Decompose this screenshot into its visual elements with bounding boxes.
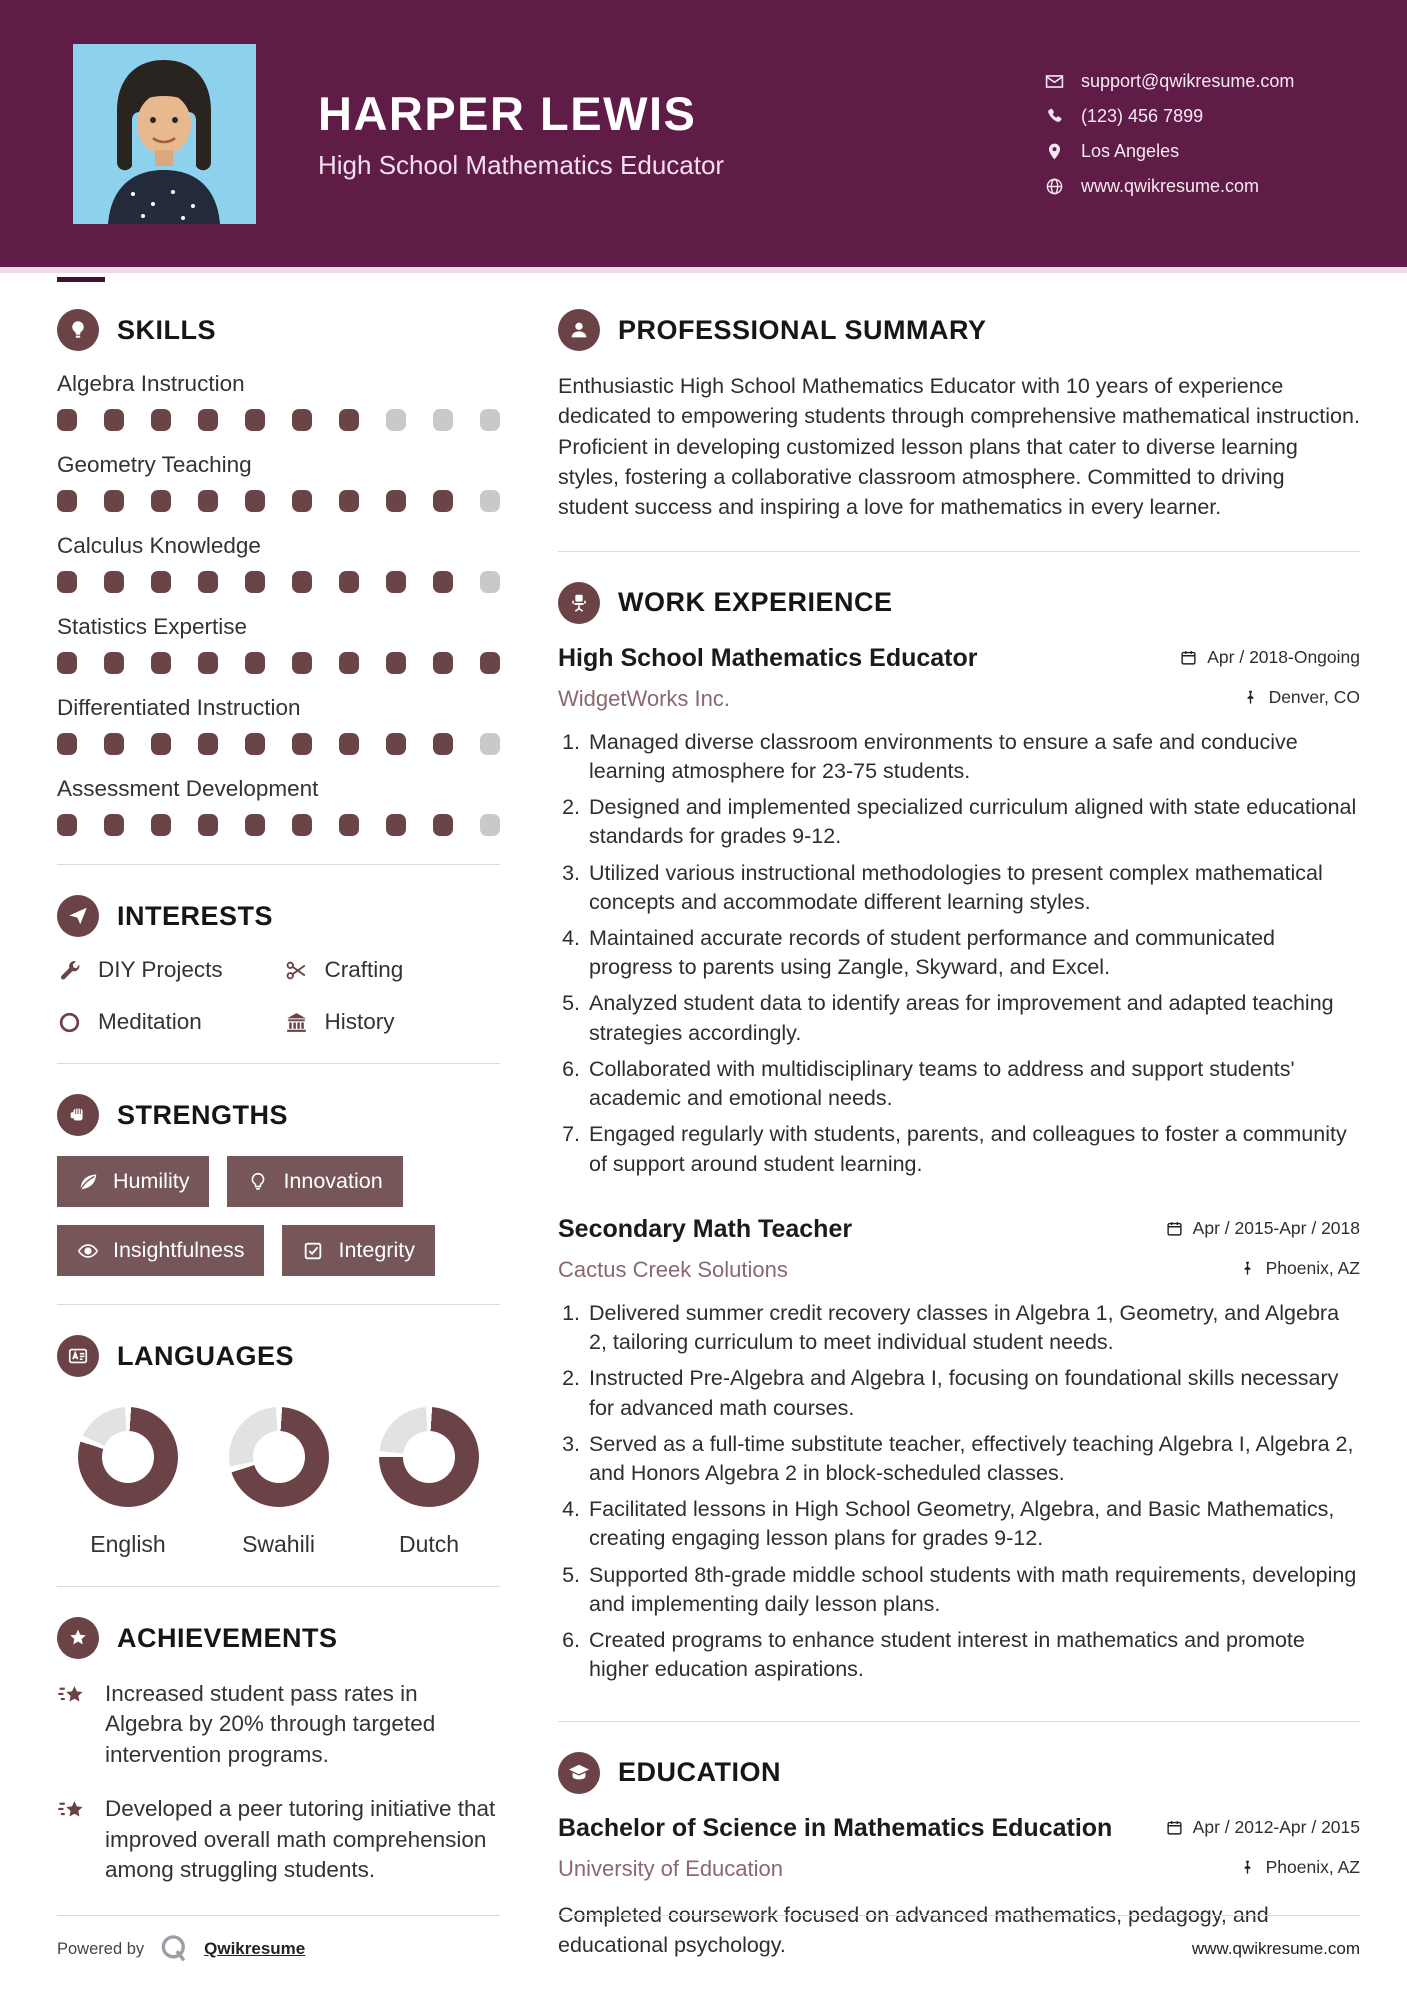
rating-dot-filled (57, 409, 77, 431)
skill-label: Assessment Development (57, 776, 319, 801)
strength-label: Integrity (338, 1238, 415, 1262)
eye-icon (77, 1240, 99, 1262)
experience-bullet: 1. Managed diverse classroom environments to ensure a safe and conducive learning atmosphere for 23-75 students. (586, 728, 1360, 786)
sidebar (57, 309, 500, 1990)
skill-label: Statistics Expertise (57, 614, 248, 639)
bulb-icon (247, 1171, 269, 1193)
envelope-icon (1045, 72, 1064, 91)
rating-dot-filled (245, 409, 265, 431)
qwikresume-logo-icon (157, 1932, 191, 1966)
education-dates: Apr / 2012-Apr / 2015 (1166, 1817, 1360, 1838)
interests-header (57, 895, 500, 937)
skill-label: Geometry Teaching (57, 452, 252, 477)
interest-item (57, 1009, 274, 1035)
degree-name: Bachelor of Science in Mathematics Education (558, 1813, 1113, 1842)
rating-dot-filled (198, 490, 218, 512)
leaf-icon (77, 1171, 99, 1193)
rating-dot-filled (386, 571, 406, 593)
strength-label: Insightfulness (113, 1238, 245, 1262)
strength-tag (227, 1156, 402, 1207)
calendar-icon (1166, 1220, 1183, 1237)
interest-item (57, 957, 274, 983)
education-description: Completed coursework focused on advanced mathematics, pedagogy, and educational psychology. (558, 1902, 1269, 1957)
contact-item (1045, 141, 1360, 162)
rating-dot-filled (339, 490, 359, 512)
skill-item (57, 533, 500, 593)
education-location: Phoenix, AZ (1239, 1857, 1360, 1878)
calendar-icon (1180, 649, 1197, 666)
translate-icon (57, 1335, 99, 1377)
interest-label: History (324, 1009, 395, 1034)
achievements-section (57, 1617, 500, 1885)
languages-section (57, 1335, 500, 1558)
footer-dividers (57, 1915, 1360, 1916)
skill-rating (57, 652, 500, 674)
skill-label: Algebra Instruction (57, 371, 245, 396)
rating-dot-filled (386, 652, 406, 674)
experience-bullet: 1. Delivered summer credit recovery classes in Algebra 1, Geometry, and Algebra 2, tailoring curriculum to meet individual student needs. (586, 1299, 1360, 1357)
summary-section (558, 309, 1360, 523)
rating-dot-empty (480, 814, 500, 836)
job-bullets (558, 728, 1360, 1179)
rating-dot-filled (151, 490, 171, 512)
interest-label: Meditation (98, 1009, 202, 1034)
rating-dot-filled (386, 814, 406, 836)
rating-dot-filled (245, 733, 265, 755)
interest-item (284, 1009, 501, 1035)
skill-rating (57, 490, 500, 512)
job-dates: Apr / 2015-Apr / 2018 (1166, 1218, 1360, 1239)
interest-label: DIY Projects (98, 957, 223, 982)
profile-photo-illustration (73, 44, 256, 224)
rating-dot-filled (57, 814, 77, 836)
strength-label: Humility (113, 1169, 190, 1193)
rating-dot-filled (245, 490, 265, 512)
experience-bullet: 7. Engaged regularly with students, parents, and colleagues to foster a community of support around student learning. (586, 1120, 1360, 1178)
experience-bullet: 3. Served as a full-time substitute teacher, effectively teaching Algebra I, Algebra 2, and Honors Algebra 2 in block-scheduled classes. (586, 1430, 1360, 1488)
rating-dot-filled (198, 733, 218, 755)
rating-dot-filled (151, 814, 171, 836)
powered-by (57, 1932, 305, 1966)
skills-list (57, 371, 500, 836)
rating-dot-filled (151, 652, 171, 674)
rating-dot-empty (386, 409, 406, 431)
education-header (558, 1752, 1360, 1794)
rating-dot-filled (386, 733, 406, 755)
languages-header (57, 1335, 500, 1377)
school-name: University of Education (558, 1855, 783, 1881)
rating-dot-filled (339, 733, 359, 755)
rating-dot-filled (104, 409, 124, 431)
skill-item (57, 776, 500, 836)
interests-list (57, 957, 500, 1035)
qwikresume-link[interactable]: Qwikresume (204, 1939, 306, 1958)
resume-body (0, 273, 1407, 1990)
rating-dot-filled (57, 571, 77, 593)
experience-bullet: 2. Designed and implemented specialized curriculum aligned with state educational standards for grades 9-12. (586, 793, 1360, 851)
interests-section (57, 895, 500, 1035)
divider (558, 551, 1360, 552)
scissors-icon (284, 958, 309, 983)
experience-bullet: 2. Instructed Pre-Algebra and Algebra I, focusing on foundational skills necessary for advanced math courses. (586, 1364, 1360, 1422)
shooting-star-icon (57, 1794, 88, 1885)
contact-text: Los Angeles (1081, 140, 1180, 161)
rating-dot-empty (433, 409, 453, 431)
experience-bullet: 6. Collaborated with multidisciplinary teams to address and support students' academic and emotional needs. (586, 1055, 1360, 1113)
pushpin-icon (1242, 689, 1259, 706)
pushpin-icon (1239, 1260, 1256, 1277)
job-entry (558, 1215, 1360, 1685)
contact-text: www.qwikresume.com (1081, 175, 1260, 196)
office-chair-icon (558, 582, 600, 624)
rating-dot-filled (433, 571, 453, 593)
rating-dot-filled (339, 814, 359, 836)
achievement-text: Increased student pass rates in Algebra by 20% through targeted intervention programs. (105, 1681, 436, 1767)
experience-bullet: 3. Utilized various instructional methodologies to present complex mathematical concepts and accommodate different learning styles. (586, 859, 1360, 917)
footer-website: www.qwikresume.com (1191, 1939, 1360, 1958)
rating-dot-filled (151, 409, 171, 431)
job-location: Denver, CO (1242, 687, 1360, 708)
rating-dot-filled (339, 652, 359, 674)
pushpin-icon (1239, 1859, 1256, 1876)
skills-title: SKILLS (117, 314, 217, 345)
header (0, 0, 1407, 273)
lightbulb-icon (57, 309, 99, 351)
summary-title: PROFESSIONAL SUMMARY (618, 314, 987, 345)
language-label: Swahili (242, 1531, 315, 1557)
profile-photo (73, 44, 256, 224)
strength-tag (57, 1225, 264, 1276)
rating-dot-filled (292, 490, 312, 512)
contact-item (1045, 106, 1360, 127)
job-entry (558, 644, 1360, 1179)
rating-dot-filled (339, 409, 359, 431)
language-label: English (90, 1531, 166, 1557)
person-title: High School Mathematics Educator (318, 150, 725, 180)
rating-dot-filled (57, 652, 77, 674)
rating-dot-filled (198, 652, 218, 674)
skill-item (57, 695, 500, 755)
divider (57, 1063, 500, 1064)
job-role: Secondary Math Teacher (558, 1214, 853, 1243)
rating-dot-filled (245, 652, 265, 674)
rating-dot-filled (104, 571, 124, 593)
person-name: HARPER LEWIS (318, 87, 697, 140)
divider (57, 864, 500, 865)
job-bullets (558, 1299, 1360, 1685)
language-item (65, 1407, 191, 1558)
achievement-item (57, 1794, 500, 1885)
shooting-star-icon (57, 1679, 88, 1770)
interest-label: Crafting (324, 957, 404, 982)
graduation-cap-icon (558, 1752, 600, 1794)
rating-dot-filled (57, 490, 77, 512)
divider (57, 1586, 500, 1587)
rating-dot-filled (433, 733, 453, 755)
education-section (558, 1752, 1360, 1960)
rating-dot-filled (245, 571, 265, 593)
strength-label: Innovation (283, 1169, 383, 1193)
rating-dot-filled (245, 814, 265, 836)
strengths-section (57, 1094, 500, 1276)
rating-dot-filled (104, 490, 124, 512)
experience-section (558, 582, 1360, 1685)
achievements-header (57, 1617, 500, 1659)
circle-icon (57, 1010, 82, 1035)
experience-header (558, 582, 1360, 624)
phone-icon (1045, 107, 1064, 126)
rating-dot-filled (57, 733, 77, 755)
job-location: Phoenix, AZ (1239, 1258, 1360, 1279)
skill-rating (57, 409, 500, 431)
location-pin-icon (1045, 142, 1064, 161)
skills-section (57, 309, 500, 836)
strength-tag (282, 1225, 434, 1276)
divider (558, 1721, 1360, 1722)
rating-dot-filled (292, 571, 312, 593)
rating-dot-empty (480, 733, 500, 755)
contact-text: support@qwikresume.com (1081, 70, 1295, 91)
rating-dot-filled (292, 409, 312, 431)
job-dates: Apr / 2018-Ongoing (1180, 647, 1360, 668)
skill-rating (57, 571, 500, 593)
paper-plane-icon (57, 895, 99, 937)
rating-dot-empty (480, 571, 500, 593)
skill-item (57, 371, 500, 431)
rating-dot-filled (339, 571, 359, 593)
achievements-title: ACHIEVEMENTS (117, 1622, 338, 1653)
experience-bullet: 4. Facilitated lessons in High School Geometry, Algebra, and Basic Mathematics, creating engaging lesson plans for grades 9-12. (586, 1495, 1360, 1553)
job-role: High School Mathematics Educator (558, 643, 978, 672)
contact-list (1045, 57, 1360, 211)
rating-dot-filled (104, 733, 124, 755)
achievement-text: Developed a peer tutoring initiative that improved overall math comprehension among struggling students. (105, 1796, 496, 1882)
powered-by-label: Powered by (57, 1939, 145, 1958)
summary-header (558, 309, 1360, 351)
interests-title: INTERESTS (117, 900, 274, 931)
globe-icon (1045, 177, 1064, 196)
language-item (366, 1407, 492, 1558)
accent-dash (57, 277, 105, 282)
strengths-header (57, 1094, 500, 1136)
checkbox-icon (302, 1240, 324, 1262)
rating-dot-filled (104, 814, 124, 836)
interest-item (284, 957, 501, 983)
rating-dot-filled (104, 652, 124, 674)
language-donut-chart (379, 1407, 479, 1507)
languages-list (57, 1397, 500, 1558)
person-icon (558, 309, 600, 351)
rating-dot-filled (198, 571, 218, 593)
contact-item (1045, 71, 1360, 92)
rating-dot-empty (480, 490, 500, 512)
skill-rating (57, 814, 500, 836)
strengths-title: STRENGTHS (117, 1099, 289, 1130)
rating-dot-filled (433, 490, 453, 512)
skills-header (57, 309, 500, 351)
calendar-icon (1166, 1819, 1183, 1836)
rating-dot-filled (292, 733, 312, 755)
divider (57, 1304, 500, 1305)
language-donut-chart (229, 1407, 329, 1507)
skill-item (57, 452, 500, 512)
strength-tag (57, 1156, 209, 1207)
rating-dot-filled (198, 814, 218, 836)
wrench-icon (57, 958, 82, 983)
rating-dot-filled (480, 652, 500, 674)
skill-label: Calculus Knowledge (57, 533, 261, 558)
achievement-item (57, 1679, 500, 1770)
museum-icon (284, 1010, 309, 1035)
skill-item (57, 614, 500, 674)
summary-text: Enthusiastic High School Mathematics Educator with 10 years of experience dedicated to empowering students through comprehensive mathematical instruction. Proficient in developing customized lesson plans that cater to diverse learning styles, fostering a collaborative classroom atmosphere. Committed to driving student success and inspiring a love for mathematics in every learner. (558, 374, 1360, 520)
experience-title: WORK EXPERIENCE (618, 587, 893, 618)
experience-bullet: 6. Created programs to enhance student interest in mathematics and promote higher education aspirations. (586, 1626, 1360, 1684)
experience-bullet: 4. Maintained accurate records of student performance and communicated progress to parents using Zangle, Skyward, and Excel. (586, 924, 1360, 982)
rating-dot-filled (386, 490, 406, 512)
identity-block (318, 86, 1045, 181)
language-label: Dutch (398, 1531, 460, 1557)
experience-bullet: 5. Analyzed student data to identify areas for improvement and adapted teaching strategies accordingly. (586, 989, 1360, 1047)
jobs-list (558, 644, 1360, 1685)
rating-dot-filled (433, 652, 453, 674)
language-donut-chart (78, 1407, 178, 1507)
rating-dot-filled (292, 652, 312, 674)
rating-dot-empty (480, 409, 500, 431)
skill-rating (57, 733, 500, 755)
language-item (216, 1407, 342, 1558)
rating-dot-filled (151, 571, 171, 593)
strengths-list (57, 1156, 500, 1276)
contact-text: (123) 456 7899 (1081, 105, 1204, 126)
job-company: WidgetWorks Inc. (558, 685, 730, 711)
main-column (558, 309, 1360, 1990)
star-icon (57, 1617, 99, 1659)
languages-title: LANGUAGES (117, 1340, 295, 1371)
contact-item (1045, 176, 1360, 197)
skill-label: Differentiated Instruction (57, 695, 301, 720)
rating-dot-filled (433, 814, 453, 836)
job-company: Cactus Creek Solutions (558, 1256, 788, 1282)
experience-bullet: 5. Supported 8th-grade middle school students with math requirements, developing and implementing daily lesson plans. (586, 1561, 1360, 1619)
footer (57, 1932, 1360, 1966)
rating-dot-filled (151, 733, 171, 755)
rating-dot-filled (198, 409, 218, 431)
achievements-list (57, 1679, 500, 1885)
fist-icon (57, 1094, 99, 1136)
rating-dot-filled (292, 814, 312, 836)
education-title: EDUCATION (618, 1757, 781, 1788)
